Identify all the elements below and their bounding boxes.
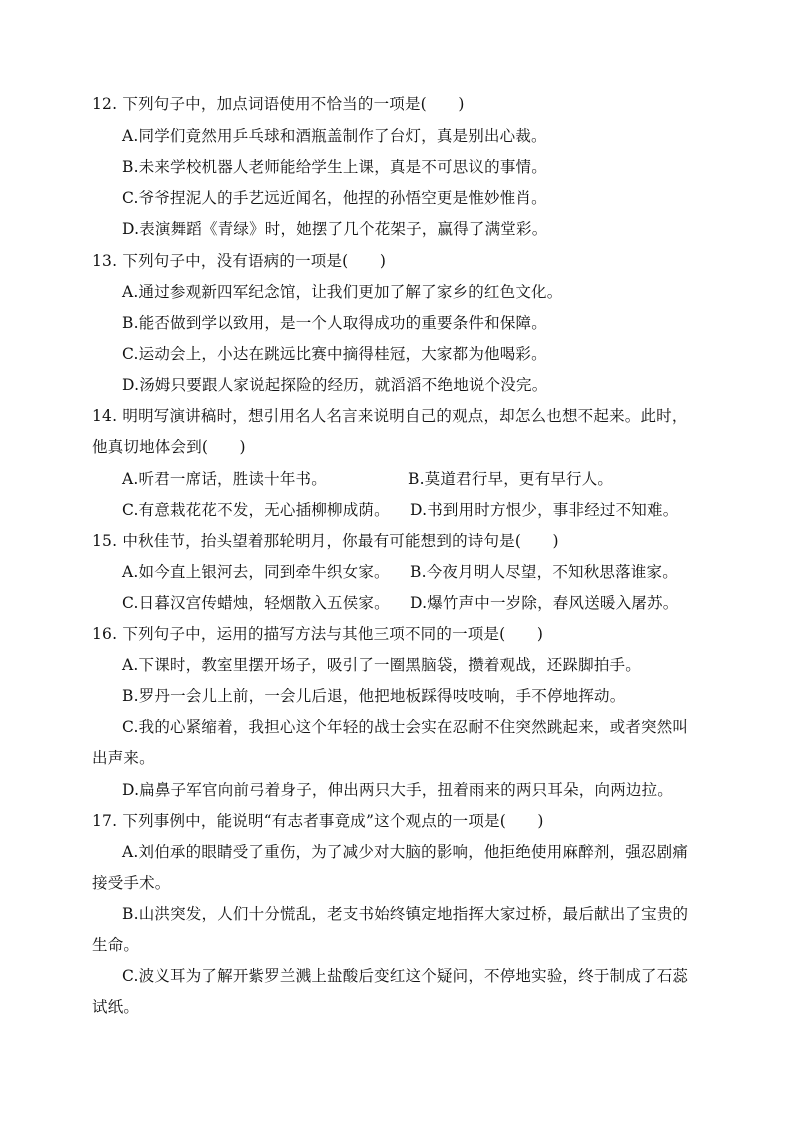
question-12-stem: 12. 下列句子中，加点词语使用不恰当的一项是( ) [92,95,465,113]
question-14-option-a: A.听君一席话，胜读十年书。 [122,470,327,488]
question-17-option-b: B.山洪突发，人们十分慌乱，老支书始终镇定地指挥大家过桥，最后献出了宝贵的 [122,905,689,923]
question-13-option-b: B.能否做到学以致用，是一个人取得成功的重要条件和保障。 [122,314,547,332]
question-17-option-c: C.波义耳为了解开紫罗兰溅上盐酸后变红这个疑问，不停地实验，终于制成了石蕊 [122,967,689,985]
question-16-stem: 16. 下列句子中，运用的描写方法与其他三项不同的一项是( ) [92,625,544,643]
question-16-option-c-continued: 出声来。 [92,749,155,767]
question-17-stem: 17. 下列事例中，能说明“有志者事竟成”这个观点的一项是( ) [92,812,544,830]
question-12-option-c: C.爷爷捏泥人的手艺远近闻名，他捏的孙悟空更是惟妙惟肖。 [122,189,547,207]
question-14-stem-line2: 他真切地体会到( ) [92,438,246,456]
question-17-option-b-continued: 生命。 [92,936,140,954]
question-15-stem: 15. 中秋佳节，抬头望着那轮明月，你最有可能想到的诗句是( ) [92,532,559,550]
question-12-option-b: B.未来学校机器人老师能给学生上课，真是不可思议的事情。 [122,158,547,176]
question-14-option-c: C.有意栽花花不发，无心插柳柳成荫。 [122,501,390,519]
question-13-option-d: D.汤姆只要跟人家说起探险的经历，就滔滔不绝地说个没完。 [122,376,548,394]
question-15-option-d: D.爆竹声中一岁除，春风送暖入屠苏。 [410,594,679,612]
question-14-stem-line1: 14. 明明写演讲稿时，想引用名人名言来说明自己的观点，却怎么也想不起来。此时， [92,407,688,425]
question-13-option-a: A.通过参观新四军纪念馆，让我们更加了解了家乡的红色文化。 [122,283,563,301]
question-16-option-d: D.扁鼻子军官向前弓着身子，伸出两只大手，扭着雨来的两只耳朵，向两边拉。 [122,781,674,799]
question-17-option-a-continued: 接受手术。 [92,874,171,892]
question-13-stem: 13. 下列句子中，没有语病的一项是( ) [92,252,387,270]
question-17-option-a: A.刘伯承的眼睛受了重伤，为了减少对大脑的影响，他拒绝使用麻醉剂，强忍剧痛 [122,843,689,861]
question-17-option-c-continued: 试纸。 [92,998,140,1016]
question-16-option-b: B.罗丹一会儿上前，一会儿后退，他把地板踩得吱吱响，手不停地挥动。 [122,687,626,705]
question-12-option-a: A.同学们竟然用乒乓球和酒瓶盖制作了台灯，真是别出心裁。 [122,127,547,145]
question-12-option-d: D.表演舞蹈《青绿》时，她摆了几个花架子，赢得了满堂彩。 [122,220,548,238]
question-15-option-b: B.今夜月明人尽望，不知秋思落谁家。 [410,563,678,581]
question-13-option-c: C.运动会上，小达在跳远比赛中摘得桂冠，大家都为他喝彩。 [122,345,547,363]
question-16-option-a: A.下课时，教室里摆开场子，吸引了一圈黑脑袋，攒着观战，还跺脚拍手。 [122,656,641,674]
question-14-option-d: D.书到用时方恨少，事非经过不知难。 [410,501,679,519]
question-16-option-c: C.我的心紧缩着，我担心这个年轻的战士会实在忍耐不住突然跳起来，或者突然叫 [122,718,689,736]
question-14-option-b: B.莫道君行早，更有早行人。 [408,470,614,488]
question-15-option-a: A.如今直上银河去，同到牵牛织女家。 [122,563,390,581]
question-15-option-c: C.日暮汉宫传蜡烛，轻烟散入五侯家。 [122,594,390,612]
